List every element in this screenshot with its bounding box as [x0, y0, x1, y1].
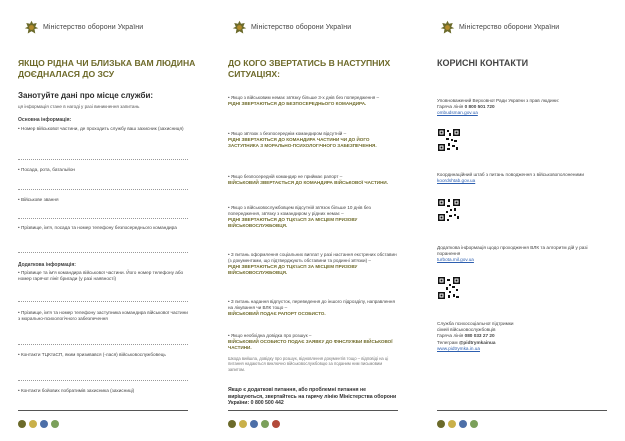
situation-item: • Якщо безпосередній командир не приймає рапорт – ВІЙСЬКОВИЙ ЗВЕРТАЄТЬСЯ ДО КОМАНДИРА ВІЙСЬКОВОЇ ЧАСТИНИ.: [228, 174, 388, 185]
field-position: • Посада, рота, батальйон: [18, 167, 76, 172]
partner-logo-icon: [470, 420, 478, 428]
field-comrades: • Контакти бойових побратимів захисника (захисниці): [18, 388, 135, 393]
header: [24, 20, 143, 35]
koordshtab-link[interactable]: koordshtab.gov.ua: [437, 178, 476, 183]
fill-line: [18, 159, 188, 160]
contact-psychosocial-support: Служба психосоціальної підтримки сімей військовослужбовців Гаряча лінія 080 033 27 20 Телеграм @pidtrymkainua www.pidtrymka.in.ua: [437, 321, 607, 352]
situation-note: Шкода вийшла, довідку про розшук, відновлення документів тощо – відповіді на ці питання надаються виключно військовослужбовцю за поданим ним письмовим запитом.: [228, 356, 389, 372]
field-unit-number: • Номер військової частини, де проходить службу ваш захисник (захисниця): [18, 126, 184, 131]
turbota-link[interactable]: turbota.mil.gov.ua: [437, 257, 474, 262]
header: [232, 20, 351, 35]
qr-code-icon: [437, 198, 461, 222]
partner-logo-icon: [40, 420, 48, 428]
fill-line: [18, 189, 188, 190]
hotline-footer: Якщо є додаткові питання, або проблемні питання не вирішуються, звертайтесь на гарячу лінію Міністерства оборони України: 0 800 500 442: [228, 387, 397, 407]
partner-logo-icon: [448, 420, 456, 428]
panel1-note: ця інформація стане в нагоді у разі виникнення запитань: [18, 104, 140, 109]
header: [440, 20, 559, 35]
contact-koordshtab: Координаційний штаб з питань поводження з військовополоненими koordshtab.gov.ua: [437, 172, 607, 184]
divider: [228, 410, 398, 411]
panel1-subtitle: Занотуйте дані про місце служби:: [18, 91, 154, 100]
panel2-title: ДО КОГО ЗВЕРТАТИСЬ В НАСТУПНИХ СИТУАЦІЯХ:: [228, 58, 391, 79]
divider: [437, 410, 607, 411]
field-rank: • Військове звання: [18, 197, 59, 202]
partner-logo-icon: [51, 420, 59, 428]
partner-logo-icon: [437, 420, 445, 428]
partner-logos: [437, 420, 478, 428]
partner-logo-icon: [228, 420, 236, 428]
situation-item: • Якщо необхідна довідка про розшук – ВІЙСЬКОВИЙ ОСОБИСТО ПОДАЄ ЗАЯВКУ ДО ФІНСЛУЖБИ ВІЙСЬКОВОЇ ЧАСТИНИ.: [228, 333, 393, 350]
situation-item: • З питань надання відпусток, переведення до іншого підрозділу, направлення на лікування чи ВЛК тощо – ВІЙСЬКОВИЙ ПОДАЄ РАПОРТ ОСОБИСТО.: [228, 299, 395, 316]
field-unit-commander: • Прізвище та ім'я командира військової частини. Його номер телефону або номер гарячої лінії бригади (у разі наявності): [18, 270, 184, 281]
emblem-icon: [440, 20, 455, 35]
emblem-icon: [24, 20, 39, 35]
pidtrymka-link[interactable]: www.pidtrymka.in.ua: [437, 345, 480, 351]
ministry-name: Міністерство оборони України: [459, 24, 560, 31]
partner-logos: [18, 420, 59, 428]
partner-logo-icon: [459, 420, 467, 428]
partner-logo-icon: [18, 420, 26, 428]
field-deputy-commander: • Прізвище, ім'я та номер телефону заступника командира військової частини з морально-психологічного забезпечення: [18, 310, 188, 321]
ombudsman-link[interactable]: ombudsman.gov.ua: [437, 110, 478, 115]
qr-code-icon: [437, 128, 461, 152]
panel1-title: ЯКЩО РІДНА ЧИ БЛИЗЬКА ВАМ ЛЮДИНА ДОЄДНАЛАСЯ ДО ЗСУ: [18, 58, 196, 79]
divider: [18, 410, 188, 411]
emblem-icon: [232, 20, 247, 35]
ministry-name: Міністерство оборони України: [43, 24, 144, 31]
situation-item: • Якщо з військовослужбовцем відсутній зв'язок більше 10 днів без попередження, зв'язку з командиром у рідних немає – РІДНІ ЗВЕРТАЮТЬСЯ ДО ТЦКтаСП ЗА МІСЦЕМ ПРИЗОВУ ВІЙСЬКОВОСЛУЖБОВЦЯ.: [228, 205, 371, 228]
contact-turbota: Додаткова інформація щодо проходження ВЛК та алгоритм дій у разі поранення turbota.mil.gov.ua: [437, 245, 607, 263]
partner-logo-icon: [272, 420, 280, 428]
fill-line: [18, 380, 188, 381]
field-commander: • Прізвище, ім'я, посада та номер телефону безпосереднього командира: [18, 225, 177, 230]
situation-item: • Якщо з військовим немає зв'язку більше 3-х днів без попередження – РІДНІ ЗВЕРТАЮТЬСЯ ДО БЕЗПОСЕРЕДНЬОГО КОМАНДИРА.: [228, 95, 380, 106]
fill-line: [18, 218, 188, 219]
partner-logo-icon: [250, 420, 258, 428]
partner-logo-icon: [29, 420, 37, 428]
fill-line: [18, 252, 188, 253]
field-tck-contacts: • Контакти ТЦКтаСП, яким призивався (-лася) військовослужбовець: [18, 352, 166, 357]
fill-line: [18, 301, 188, 302]
partner-logos: [228, 420, 280, 428]
situation-item: • З питань оформлення соціальних виплат у разі настання екстрених обставин (з документами, що підтверджують обставини та родинні зв'язки) – РІДНІ ЗВЕРТАЮТЬСЯ ДО ТЦКтаСП ЗА МІСЦЕМ ПРИЗОВУ ВІЙСЬКОВОСЛУЖБОВЦЯ.: [228, 252, 397, 275]
fill-line: [18, 344, 188, 345]
situation-item: • Якщо зв'язок з безпосереднім командиром відсутній – РІДНІ ЗВЕРТАЮТЬСЯ ДО КОМАНДИРА ЧАСТИНИ ЧИ ДО ЙОГО ЗАСТУПНИКА З МОРАЛЬНО-ПСИХОЛОГІЧНОГО ЗАБЕЗПЕЧЕННЯ.: [228, 131, 377, 148]
partner-logo-icon: [239, 420, 247, 428]
contact-ombudsman: Уповноважений Верховної Ради України з прав людини: Гаряча лінія 0 800 501 720 ombudsman.gov.ua: [437, 98, 607, 116]
panel3-title: КОРИСНІ КОНТАКТИ: [437, 58, 529, 68]
qr-code-icon: [437, 276, 461, 300]
partner-logo-icon: [261, 420, 269, 428]
section2-title: Додаткова інформація:: [18, 262, 76, 268]
section1-title: Основна інформація:: [18, 117, 72, 123]
ministry-name: Міністерство оборони України: [251, 24, 352, 31]
